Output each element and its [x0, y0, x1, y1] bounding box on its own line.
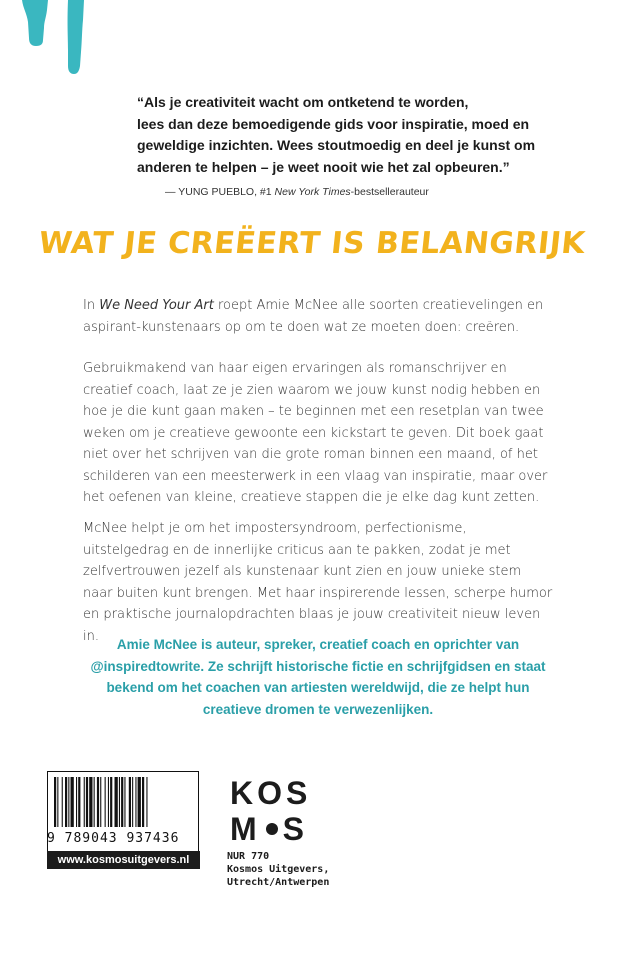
logo-dot — [266, 823, 278, 835]
author-bio: Amie McNee is auteur, spreker, creatief coach en oprichter van @inspiredtowrite. Ze schrijft historische fictie en schrijfgidsen en staat bekend om het coachen van artiesten wereldwijd, die ze helpt hun creatieve dromen te verwezenlijken. — [90, 637, 546, 717]
intro-paragraph — [83, 295, 553, 338]
publisher-name: Kosmos Uitgevers, — [227, 864, 330, 875]
quote-line: “Als je creativiteit wacht om ontketend te worden, — [137, 94, 469, 110]
logo-letter-s: S — [282, 811, 308, 847]
barcode-bar — [138, 777, 141, 827]
back-cover-headline: WAT JE CREËERT IS BELANGRIJK — [37, 226, 587, 261]
barcode-bar — [86, 777, 88, 827]
barcode-bar — [121, 777, 123, 827]
logo-letter-m: M — [230, 811, 261, 847]
kosmos-logo — [230, 775, 310, 847]
barcode-bar — [108, 777, 109, 827]
logo-row-1: KOS — [230, 775, 312, 811]
attribution-text: — YUNG PUEBLO, #1 — [165, 186, 275, 198]
endorsement-quote — [137, 92, 537, 200]
attribution-newspaper: New York Times — [274, 186, 351, 198]
publisher-city: Utrecht/Antwerpen — [227, 877, 330, 888]
barcode-bar — [119, 777, 120, 827]
attribution-suffix: -bestsellerauteur — [350, 186, 429, 198]
barcode-bar — [54, 777, 56, 827]
quote-line: geweldige inzichten. Wees stoutmoedig en deel je kunst om — [137, 137, 536, 153]
logo-row-2 — [230, 811, 310, 847]
description-paragraph-2: McNee helpt je om het impostersyndroom, perfectionisme, uitstelgedrag en de innerlijke criticus aan te pakken, zodat je met zelfvertrouwen jezelf als kunstenaar kunt zien en jouw unieke stem naar buiten kunt brengen. Met haar inspirerende lessen, scherpe humor en praktische journalopdrachten blaas je jouw creativiteit nieuw leven in. — [83, 521, 553, 644]
quote-attribution — [165, 182, 624, 204]
barcode-bar — [135, 777, 136, 827]
description-paragraph: Gebruikmakend van haar eigen ervaringen als romanschrijver en creatief coach, laat ze je zien waarom we jouw kunst nodig hebben en hoe je die kunt gaan maken – te beginnen met een resetplan van twee weken om je creatieve gewoonte een kickstart te geven. Dit boek gaat niet over het schrijven van die grote roman binnen een maand, of het schilderen van een meesterwerk in een vlaag van inspiratie, maar over het oefenen van kleine, creatieve stappen die je elke dag kunt zetten. — [83, 361, 548, 505]
barcode-bar — [89, 777, 92, 827]
publisher-info — [227, 850, 367, 889]
intro-prefix: In — [83, 298, 100, 313]
isbn-number: 9 789043 937436 — [47, 831, 180, 846]
quote-line: lees dan deze bemoedigende gids voor inspiratie, moed en — [137, 115, 530, 132]
paint-drips — [0, 0, 110, 80]
barcode-bar — [97, 777, 99, 827]
publisher-website: www.kosmosuitgevers.nl — [47, 851, 200, 869]
barcode-bar — [65, 777, 67, 827]
book-title-mention: We Need Your Art — [99, 298, 214, 313]
barcode-bar — [68, 777, 69, 827]
barcode-bar — [76, 777, 77, 827]
barcode-bar — [124, 777, 125, 827]
barcode-bar — [142, 777, 144, 827]
barcode-bar — [115, 777, 118, 827]
barcode-bar — [129, 777, 131, 827]
nur-code: NUR 770 — [227, 851, 270, 862]
barcode-bar — [105, 777, 106, 827]
quote-line: anderen te helpen – je weet nooit wie het zal opbeuren.” — [137, 158, 510, 175]
intro-rest: roept Amie McNee alle soorten creatievelingen en aspirant-kunstenaars op om te doen wat ze moeten doen: creëren. — [83, 298, 544, 335]
barcode-bar — [94, 777, 95, 827]
barcode-bar — [78, 777, 80, 827]
barcode-bar — [110, 777, 112, 827]
barcode-bar — [84, 777, 85, 827]
barcode-bar — [62, 777, 63, 827]
barcode-bar — [132, 777, 133, 827]
barcode-bar — [71, 777, 74, 827]
barcode-bar — [146, 777, 147, 827]
barcode-bars — [48, 772, 198, 830]
barcode-bar — [100, 777, 101, 827]
barcode-bar — [57, 777, 58, 827]
